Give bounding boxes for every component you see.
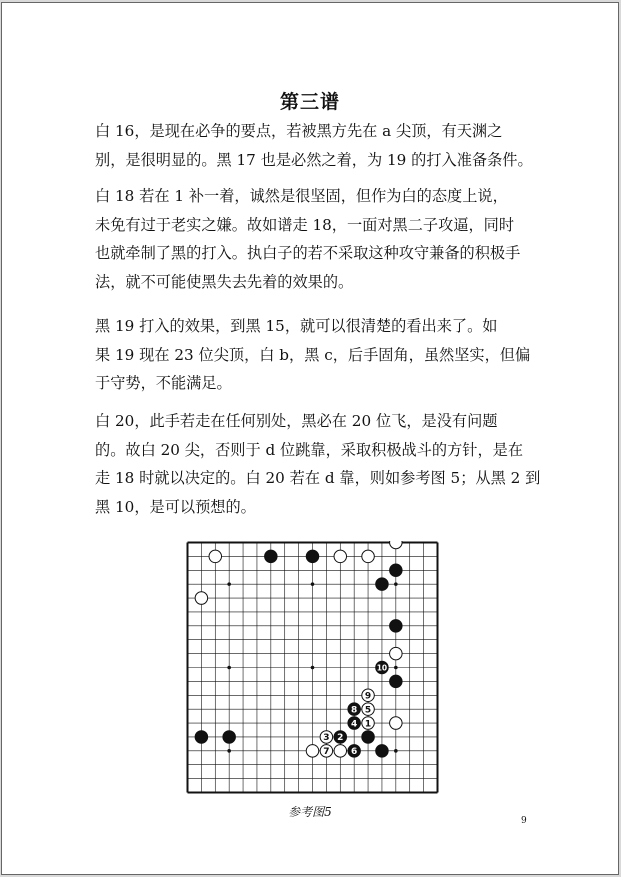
black-stone <box>390 620 402 632</box>
black-stone <box>390 675 402 687</box>
white-stone <box>334 745 346 757</box>
star-point <box>394 749 398 753</box>
star-point <box>227 749 231 753</box>
document-page <box>1 2 619 875</box>
star-point <box>311 666 315 670</box>
move-number: 5 <box>364 705 372 716</box>
page-title: 第三谱 <box>279 91 340 113</box>
move-number: 9 <box>364 691 372 702</box>
move-number: 6 <box>351 747 358 758</box>
black-stone <box>376 745 388 757</box>
white-stone <box>209 550 221 562</box>
star-point <box>227 666 231 670</box>
paragraph-line: 白 16，是现在必争的要点，若被黑方先在 a 尖顶，有天渊之 <box>95 122 503 140</box>
move-number: 8 <box>351 705 358 716</box>
paragraph <box>95 182 531 296</box>
white-stone <box>334 550 346 562</box>
paragraph-line: 法，就不可能使黑失去先着的效果的。 <box>95 272 354 291</box>
paragraph-line: 未免有过于老实之嫌。故如谱走 18，一面对黑二子攻逼，同时 <box>95 215 515 234</box>
move-number: 3 <box>323 733 330 744</box>
black-stone <box>376 578 388 590</box>
paragraph-line: 也就牵制了黑的打入。执白子的若不采取这种攻守兼备的积极手 <box>95 244 521 262</box>
go-board-diagram <box>186 541 439 794</box>
paragraph-line: 黑 10，是可以预想的。 <box>95 497 256 516</box>
white-stone <box>390 717 402 729</box>
page-number: 9 <box>521 816 527 826</box>
star-point <box>311 582 315 586</box>
white-stone <box>306 745 318 757</box>
move-number: 10 <box>376 663 388 673</box>
diagram-caption: 参考图5 <box>288 805 332 819</box>
move-number: 2 <box>337 733 344 744</box>
paragraph <box>95 312 531 398</box>
move-number: 4 <box>351 719 358 730</box>
black-stone <box>265 550 277 562</box>
star-point <box>394 582 398 586</box>
move-number: 7 <box>323 747 330 758</box>
star-point <box>394 666 398 670</box>
star-point <box>227 582 231 586</box>
paragraph-line: 走 18 时就以决定的。白 20 若在 d 靠，则如参考图 5；从黑 2 到 <box>95 469 541 487</box>
white-stone <box>390 541 402 549</box>
black-stone <box>362 731 374 743</box>
white-stone <box>195 592 207 604</box>
paragraph-line: 白 20，此手若走在任何别处，黑必在 20 位飞，是没有问题 <box>95 412 498 430</box>
black-stone <box>223 731 235 743</box>
paragraph <box>95 117 531 174</box>
paragraph-line: 的。故白 20 尖，否则于 d 位跳靠，采取积极战斗的方针，是在 <box>95 440 524 459</box>
paragraph-line: 别，是很明显的。黑 17 也是必然之着，为 19 的打入准备条件。 <box>95 150 533 169</box>
paragraph-line: 白 18 若在 1 补一着，诚然是很坚固，但作为白的态度上说， <box>95 187 508 205</box>
white-stone <box>390 647 402 659</box>
paragraph <box>95 407 541 521</box>
paragraph-line: 黑 19 打入的效果，到黑 15，就可以很清楚的看出来了。如 <box>95 317 498 335</box>
black-stone <box>195 731 207 743</box>
paragraph-line: 于守势，不能满足。 <box>95 374 232 392</box>
black-stone <box>306 550 318 562</box>
paragraph-line: 果 19 现在 23 位尖顶，白 b，黑 c，后手固角，虽然坚实，但偏 <box>95 345 531 364</box>
move-number: 1 <box>364 719 372 730</box>
black-stone <box>390 564 402 576</box>
white-stone <box>362 550 374 562</box>
